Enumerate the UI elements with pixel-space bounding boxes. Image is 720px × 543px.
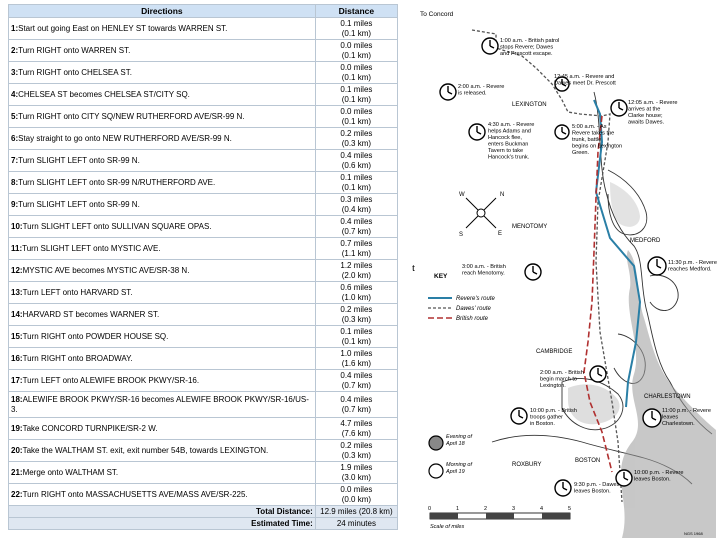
distance-cell — [315, 462, 397, 484]
direction-text-cell — [9, 62, 316, 84]
step-number: 13: — [11, 287, 23, 297]
estimated-time-label: Estimated Time: — [9, 518, 316, 530]
step-number: 5: — [11, 111, 19, 121]
distance-km: (1.6 km) — [341, 358, 372, 368]
event-line: 1:00 a.m. - British patrol — [500, 38, 560, 44]
event-line: Green. — [572, 150, 590, 156]
step-number: 8: — [11, 177, 19, 187]
distance-miles: 0.4 miles — [340, 394, 373, 404]
distance-miles: 0.2 miles — [340, 440, 373, 450]
direction-text-cell — [9, 370, 316, 392]
distance-cell — [315, 304, 397, 326]
distance-km: (0.6 km) — [341, 160, 372, 170]
event-line: reaches Medford. — [668, 266, 712, 273]
key-revere-label: Revere's route — [456, 296, 495, 302]
compass-rose — [466, 198, 496, 228]
step-instruction: Turn RIGHT onto WARREN ST. — [18, 45, 131, 55]
distance-km: (0.3 km) — [341, 138, 372, 148]
distance-miles: 0.0 miles — [340, 106, 373, 116]
direction-text-cell — [9, 216, 316, 238]
scale-tick-label: 0 — [428, 506, 432, 512]
estimated-time-row — [9, 518, 398, 530]
distance-km: (0.1 km) — [341, 72, 372, 82]
event-e3 — [554, 74, 616, 87]
event-line: enters Buckman — [488, 141, 529, 148]
step-number: 17: — [11, 375, 23, 385]
direction-text-cell — [9, 238, 316, 260]
direction-row — [9, 462, 398, 484]
distance-miles: 0.6 miles — [340, 282, 373, 292]
step-instruction: Turn SLIGHT LEFT onto SULLIVAN SQUARE OPAS. — [22, 221, 212, 231]
direction-text-cell — [9, 418, 316, 440]
scale-tick-label: 2 — [484, 506, 488, 512]
key-title: KEY — [434, 273, 448, 280]
label-medford: MEDFORD — [630, 238, 661, 244]
event-line: 10:00 p.m. - Revere — [634, 470, 684, 476]
event-line: reach Menotomy. — [462, 270, 505, 277]
distance-miles: 0.1 miles — [340, 172, 373, 182]
direction-row — [9, 18, 398, 40]
step-number: 11: — [11, 243, 23, 253]
step-instruction: Turn RIGHT onto CITY SQ/NEW RUTHERFORD AVE/SR-99 N. — [18, 111, 245, 121]
distance-miles: 0.4 miles — [340, 216, 373, 226]
step-instruction: CHELSEA ST becomes CHELSEA ST/CITY SQ. — [18, 89, 190, 99]
distance-miles: 0.2 miles — [340, 128, 373, 138]
step-instruction: Turn RIGHT onto CHELSEA ST. — [18, 67, 132, 77]
distance-miles: 1.9 miles — [340, 462, 373, 472]
event-line: 3:00 a.m. - British — [462, 264, 506, 270]
estimated-time-value: 24 minutes — [315, 518, 397, 530]
step-instruction: MYSTIC AVE becomes MYSTIC AVE/SR-38 N. — [22, 265, 190, 275]
direction-text-cell — [9, 304, 316, 326]
label-lexington: LEXINGTON — [512, 102, 547, 108]
direction-row — [9, 216, 398, 238]
step-number: 10: — [11, 221, 23, 231]
step-number: 2: — [11, 45, 19, 55]
distance-cell — [315, 260, 397, 282]
step-instruction: Turn LEFT onto HARVARD ST. — [22, 287, 133, 297]
compass-w: W — [459, 192, 465, 198]
direction-text-cell — [9, 84, 316, 106]
direction-row — [9, 106, 398, 128]
event-line: Lexington. — [540, 383, 566, 389]
distance-miles: 0.0 miles — [340, 484, 373, 494]
event-line: 5:00 a.m. - As — [572, 124, 607, 130]
direction-row — [9, 370, 398, 392]
distance-cell — [315, 62, 397, 84]
distance-miles: 0.0 miles — [340, 62, 373, 72]
step-number: 12: — [11, 265, 23, 275]
step-number: 9: — [11, 199, 19, 209]
distance-cell — [315, 18, 397, 40]
direction-text-cell — [9, 106, 316, 128]
label-charlestown: CHARLESTOWN — [644, 394, 691, 400]
distance-km: (0.1 km) — [341, 50, 372, 60]
distance-miles: 0.7 miles — [340, 238, 373, 248]
distance-km: (0.1 km) — [341, 116, 372, 126]
distance-cell — [315, 238, 397, 260]
direction-row — [9, 238, 398, 260]
scale-label: Scale of miles — [430, 524, 465, 530]
event-annotations — [458, 38, 717, 495]
event-line: is released. — [458, 90, 487, 97]
map-credit: NGS 1968 — [684, 531, 703, 536]
event-line: 2:00 a.m. - British — [540, 370, 584, 376]
step-number: 19: — [11, 423, 23, 433]
label-cambridge: CAMBRIDGE — [536, 349, 573, 355]
direction-row — [9, 172, 398, 194]
event-line: Dawes meet Dr. Prescott — [554, 80, 616, 87]
event-line: troops gather — [530, 414, 563, 421]
distance-cell — [315, 418, 397, 440]
direction-text-cell — [9, 18, 316, 40]
event-line: 4:30 a.m. - Revere — [488, 122, 535, 128]
label-roxbury: ROXBURY — [512, 462, 542, 468]
event-line: Hancock's trunk. — [488, 154, 530, 161]
distance-miles: 0.0 miles — [340, 40, 373, 50]
event-line: 12:45 a.m. - Revere and — [554, 74, 615, 80]
distance-miles: 0.3 miles — [340, 194, 373, 204]
directions-body — [9, 18, 398, 506]
direction-row — [9, 484, 398, 506]
scale-bar — [430, 513, 570, 519]
event-line: 2:00 a.m. - Revere — [458, 84, 505, 90]
event-line: in Boston. — [530, 421, 555, 427]
step-number: 21: — [11, 467, 23, 477]
event-e13 — [574, 482, 620, 495]
total-distance-value: 12.9 miles (20.8 km) — [315, 506, 397, 518]
distance-cell — [315, 40, 397, 62]
compass-s: S — [459, 232, 464, 238]
step-instruction: Stay straight to go onto NEW RUTHERFORD AVE/SR-99 N. — [18, 133, 232, 143]
direction-row — [9, 418, 398, 440]
direction-row — [9, 84, 398, 106]
distance-km: (0.1 km) — [341, 28, 372, 38]
distance-cell — [315, 128, 397, 150]
scale-ticks — [428, 506, 571, 512]
step-instruction: Turn SLIGHT LEFT onto SR-99 N. — [18, 155, 140, 165]
distance-cell — [315, 172, 397, 194]
direction-text-cell — [9, 348, 316, 370]
direction-text-cell — [9, 462, 316, 484]
key-evening-line1: Evening of — [446, 434, 472, 440]
table-header-row — [9, 5, 398, 18]
label-menotomy: MENOTOMY — [512, 224, 548, 230]
distance-miles: 0.2 miles — [340, 304, 373, 314]
event-line: Charlestown. — [662, 421, 695, 427]
step-instruction: Turn SLIGHT LEFT onto SR-99 N. — [18, 199, 140, 209]
distance-km: (1.1 km) — [341, 248, 372, 258]
event-line: trunk, battle — [572, 137, 602, 143]
direction-row — [9, 194, 398, 216]
distance-miles: 4.7 miles — [340, 418, 373, 428]
step-number: 16: — [11, 353, 23, 363]
distance-km: (0.7 km) — [341, 404, 372, 414]
distance-km: (0.3 km) — [341, 314, 372, 324]
event-line: helps Adams and — [488, 128, 531, 135]
direction-row — [9, 282, 398, 304]
event-line: Clarke house; — [628, 113, 663, 119]
step-instruction: Take the WALTHAM ST. exit, exit number 54B, towards LEXINGTON. — [22, 445, 269, 455]
compass-e: E — [498, 231, 503, 237]
step-instruction: Start out going East on HENLEY ST towards WARREN ST. — [18, 23, 228, 33]
direction-row — [9, 348, 398, 370]
event-line: Revere takes the — [572, 130, 615, 137]
distance-miles: 0.1 miles — [340, 18, 373, 28]
map-svg — [412, 2, 718, 538]
event-line: and Prescott escape. — [500, 51, 553, 57]
event-e7 — [462, 264, 506, 277]
event-line: 11:00 p.m. - Revere — [662, 408, 712, 414]
event-line: Tavern to take — [488, 148, 524, 154]
compass-n: N — [500, 192, 505, 198]
step-instruction: Turn LEFT onto ALEWIFE BROOK PKWY/SR-16. — [22, 375, 200, 385]
event-line: 11:30 p.m. - Revere — [668, 260, 718, 266]
event-line: awaits Dawes. — [628, 119, 665, 126]
scale-tick-label: 4 — [540, 506, 544, 512]
step-number: 18: — [11, 394, 23, 404]
direction-text-cell — [9, 260, 316, 282]
total-distance-label: Total Distance: — [9, 506, 316, 518]
distance-miles: 0.4 miles — [340, 370, 373, 380]
event-line: leaves Boston. — [634, 476, 671, 483]
distance-cell — [315, 326, 397, 348]
distance-miles: 0.4 miles — [340, 150, 373, 160]
distance-miles: 0.1 miles — [340, 326, 373, 336]
direction-row — [9, 392, 398, 418]
direction-row — [9, 304, 398, 326]
direction-text-cell — [9, 40, 316, 62]
distance-cell — [315, 150, 397, 172]
step-number: 15: — [11, 331, 23, 341]
distance-cell — [315, 216, 397, 238]
key-evening-line2: April 18 — [446, 441, 465, 447]
key-british-label: British route — [456, 316, 489, 322]
direction-row — [9, 40, 398, 62]
scale-tick-label: 3 — [512, 506, 516, 512]
distance-cell — [315, 484, 397, 506]
distance-km: (0.3 km) — [341, 450, 372, 460]
key-morning-line1: Morning of — [446, 462, 472, 468]
step-instruction: Take CONCORD TURNPIKE/SR-2 W. — [22, 423, 158, 433]
key-clock-icons — [429, 436, 443, 478]
scale-tick-label: 5 — [568, 506, 572, 512]
distance-km: (3.0 km) — [341, 472, 372, 482]
step-instruction: Turn SLIGHT LEFT onto SR-99 N/RUTHERFORD AVE. — [18, 177, 216, 187]
event-e6 — [572, 124, 622, 156]
key-dawes-label: Dawes' route — [456, 306, 491, 312]
distance-header: Distance — [315, 5, 397, 18]
direction-text-cell — [9, 128, 316, 150]
direction-row — [9, 128, 398, 150]
event-line: begin march to — [540, 376, 578, 383]
direction-text-cell — [9, 392, 316, 418]
event-e1 — [500, 38, 559, 57]
event-e5 — [488, 122, 534, 161]
event-e8 — [668, 260, 717, 273]
event-line: Hancock flee, — [488, 135, 522, 141]
event-e2 — [458, 84, 504, 97]
event-line: leaves — [662, 414, 679, 421]
step-number: 22: — [11, 489, 23, 499]
distance-km: (0.7 km) — [341, 380, 372, 390]
event-line: arrives at the — [628, 106, 661, 113]
direction-row — [9, 326, 398, 348]
event-line: 10:00 p.m. - British — [530, 408, 577, 414]
step-number: 14: — [11, 309, 23, 319]
direction-text-cell — [9, 484, 316, 506]
distance-km: (7.6 km) — [341, 428, 372, 438]
step-number: 4: — [11, 89, 19, 99]
step-number: 3: — [11, 67, 19, 77]
direction-row — [9, 62, 398, 84]
direction-text-cell — [9, 440, 316, 462]
step-number: 7: — [11, 155, 19, 165]
direction-text-cell — [9, 282, 316, 304]
event-e10 — [530, 408, 577, 427]
distance-cell — [315, 84, 397, 106]
distance-km: (0.4 km) — [341, 204, 372, 214]
step-instruction: Merge onto WALTHAM ST. — [22, 467, 119, 477]
event-line: leaves Boston. — [574, 488, 611, 495]
step-number: 20: — [11, 445, 23, 455]
step-number: 6: — [11, 133, 19, 143]
key-morning-line2: April 19 — [446, 469, 465, 475]
step-instruction: Turn RIGHT onto MASSACHUSETTS AVE/MASS AVE/SR-225. — [22, 489, 248, 499]
label-to-concord: To Concord — [420, 11, 454, 18]
distance-cell — [315, 106, 397, 128]
total-distance-row — [9, 506, 398, 518]
event-line: 12:05 a.m. - Revere — [628, 100, 678, 106]
directions-header: Directions — [9, 5, 316, 18]
distance-km: (0.7 km) — [341, 226, 372, 236]
distance-cell — [315, 348, 397, 370]
distance-km: (0.1 km) — [341, 336, 372, 346]
distance-km: (0.0 km) — [341, 494, 372, 504]
step-instruction: HARVARD ST becomes WARNER ST. — [22, 309, 160, 319]
direction-text-cell — [9, 194, 316, 216]
scale-tick-label: 1 — [456, 506, 460, 512]
event-line: begins on Lexington — [572, 143, 623, 150]
distance-cell — [315, 194, 397, 216]
distance-miles: 0.1 miles — [340, 84, 373, 94]
distance-km: (0.1 km) — [341, 94, 372, 104]
step-instruction: ALEWIFE BROOK PKWY/SR-16 becomes ALEWIFE BROOK PKWY/SR-16/US-3. — [11, 394, 309, 414]
direction-row — [9, 150, 398, 172]
direction-row — [9, 440, 398, 462]
distance-miles: 1.2 miles — [340, 260, 373, 270]
revere-ride-map — [412, 2, 718, 538]
direction-text-cell — [9, 326, 316, 348]
stray-text: t — [412, 262, 416, 274]
distance-km: (1.0 km) — [341, 292, 372, 302]
distance-cell — [315, 440, 397, 462]
distance-miles: 1.0 miles — [340, 348, 373, 358]
step-instruction: Turn SLIGHT LEFT onto MYSTIC AVE. — [22, 243, 161, 253]
distance-cell — [315, 370, 397, 392]
distance-cell — [315, 392, 397, 418]
step-number: 1: — [11, 23, 19, 33]
event-line: stops Revere; Dawes — [500, 44, 554, 51]
distance-km: (2.0 km) — [341, 270, 372, 280]
event-e4 — [628, 100, 677, 126]
step-instruction: Turn RIGHT onto POWDER HOUSE SQ. — [22, 331, 169, 341]
step-instruction: Turn RIGHT onto BROADWAY. — [22, 353, 133, 363]
direction-row — [9, 260, 398, 282]
direction-text-cell — [9, 150, 316, 172]
label-boston: BOSTON — [575, 458, 601, 464]
directions-table — [8, 4, 398, 530]
event-line: 9:30 p.m. - Dawes — [574, 482, 620, 488]
distance-cell — [315, 282, 397, 304]
distance-km: (0.1 km) — [341, 182, 372, 192]
direction-text-cell — [9, 172, 316, 194]
